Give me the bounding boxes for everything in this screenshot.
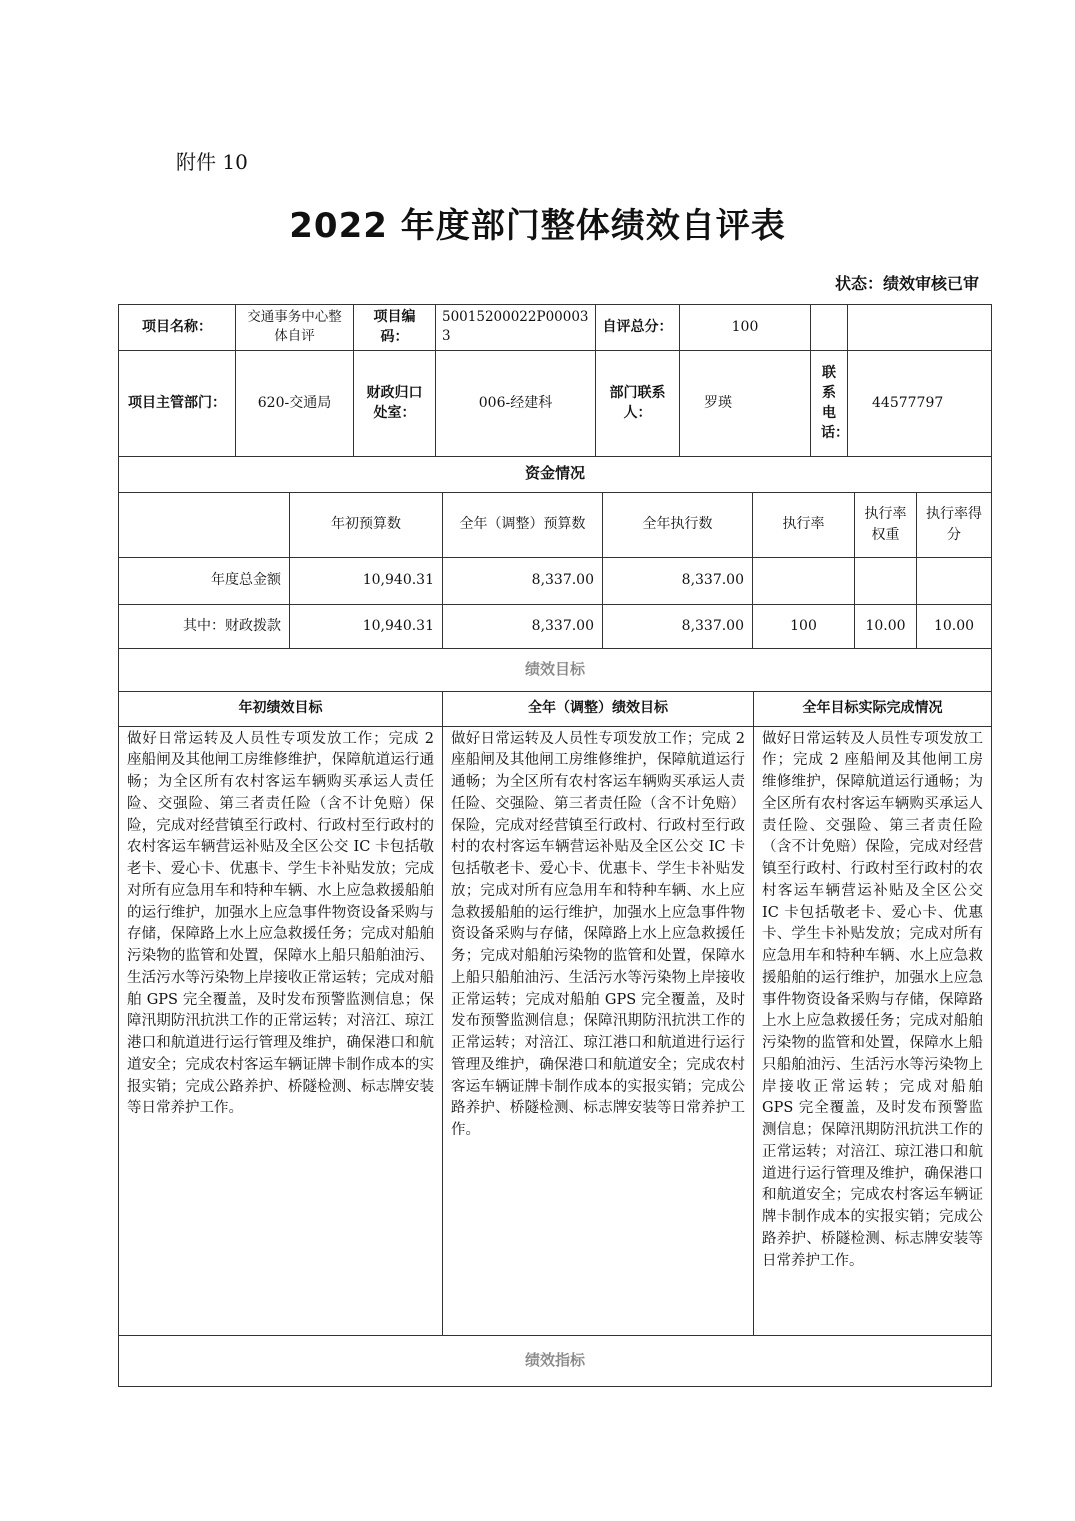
initial-goal-text: 做好日常运转及人员性专项发放工作；完成 2 座船闸及其他闸工房维修维护，保障航道运行通畅；为全区所有农村客运车辆购买承运人责任险、交强险、第三者责任险（含不计免赔）保险，完成对经营镇至行政村、行政村至行政村的农村客运车辆营运补贴及全区公交 IC 卡包括敬老卡、爱心卡、优惠卡、学生卡补贴发放；完成对所有应急用车和特种车辆、水上应急救援船舶的运行维护，加强水上应急事件物资设备采购与存储，保障路上水上应急救援任务；完成对船舶污染物的监管和处置，保障水上船只船舶油污、生活污水等污染物上岸接收正常运转；完成对船舶 GPS 完全覆盖，及时发布预警监测信息；保障汛期防汛抗洪工作的正常运转；对涪江、琼江港口和航道进行运行管理及维护，确保港口和航道安全；完成农村客运车辆证牌卡制作成本的实报实销；完成公路养护、桥隧检测、标志牌安装等日常养护工作。 (119, 726, 443, 1335)
cell-weight (855, 557, 917, 604)
dept-label: 项目主管部门： (119, 350, 236, 456)
info-table (118, 304, 992, 457)
cell-score (917, 557, 992, 604)
row-label: 年度总金额 (119, 557, 290, 604)
goals-section-title: 绩效目标 (119, 648, 992, 691)
project-code: 50015200022P000033 (436, 305, 596, 351)
empty-cell (848, 305, 992, 351)
attachment-label: 附件 10 (176, 150, 248, 174)
header-score: 执行率得分 (917, 492, 992, 557)
cell-weight: 10.00 (855, 604, 917, 648)
dept-value: 620-交通局 (236, 350, 354, 456)
header-adjusted-goal: 全年（调整）绩效目标 (443, 691, 754, 726)
funds-section-title: 资金情况 (119, 456, 992, 492)
header-budget: 年初预算数 (290, 492, 443, 557)
goals-table (118, 691, 992, 1387)
header-initial-goal: 年初绩效目标 (119, 691, 443, 726)
cell-score: 10.00 (917, 604, 992, 648)
cell-rate (753, 557, 855, 604)
cell-adjusted: 8,337.00 (443, 604, 603, 648)
score-label: 自评总分： (596, 305, 680, 351)
table-row (119, 557, 992, 604)
row-label: 其中：财政拨款 (119, 604, 290, 648)
cell-budget: 10,940.31 (290, 557, 443, 604)
indicators-section-title: 绩效指标 (119, 1335, 992, 1386)
contact-value: 罗瑛 (680, 350, 811, 456)
header-weight: 执行率权重 (855, 492, 917, 557)
phone-label: 联系电话： (811, 350, 848, 456)
header-rate: 执行率 (753, 492, 855, 557)
cell-adjusted: 8,337.00 (443, 557, 603, 604)
cell-executed: 8,337.00 (603, 557, 753, 604)
actual-completion-text: 做好日常运转及人员性专项发放工作；完成 2 座船闸及其他闸工房维修维护，保障航道运行通畅；为全区所有农村客运车辆购买承运人责任险、交强险、第三者责任险（含不计免赔）保险，完成对经营镇至行政村、行政村至行政村的农村客运车辆营运补贴及全区公交 IC 卡包括敬老卡、爱心卡、优惠卡、学生卡补贴发放；完成对所有应急用车和特种车辆、水上应急救援船舶的运行维护，加强水上应急事件物资设备采购与存储，保障路上水上应急救援任务；完成对船舶污染物的监管和处置，保障水上船只船舶油污、生活污水等污染物上岸接收正常运转；完成对船舶 GPS 完全覆盖，及时发布预警监测信息；保障汛期防汛抗洪工作的正常运转；对涪江、琼江港口和航道进行运行管理及维护，确保港口和航道安全；完成农村客运车辆证牌卡制作成本的实报实销；完成公路养护、桥隧检测、标志牌安装等日常养护工作。 (754, 726, 992, 1335)
evaluation-form (118, 304, 991, 1387)
funds-table (118, 456, 992, 692)
empty-cell (811, 305, 848, 351)
header-executed: 全年执行数 (603, 492, 753, 557)
project-name-label: 项目名称： (119, 305, 236, 351)
phone-value: 44577797 (848, 350, 992, 456)
score-value: 100 (680, 305, 811, 351)
cell-executed: 8,337.00 (603, 604, 753, 648)
finance-value: 006-经建科 (436, 350, 596, 456)
finance-label: 财政归口处室： (354, 350, 436, 456)
header-actual-completion: 全年目标实际完成情况 (754, 691, 992, 726)
header-adjusted: 全年（调整）预算数 (443, 492, 603, 557)
project-code-label: 项目编码： (354, 305, 436, 351)
status-text: 状态：绩效审核已审 (834, 274, 979, 293)
cell-rate: 100 (753, 604, 855, 648)
table-row (119, 604, 992, 648)
page-title: 2022 年度部门整体绩效自评表 (289, 206, 786, 246)
project-name: 交通事务中心整体自评 (236, 305, 354, 351)
empty-header-cell (119, 492, 290, 557)
adjusted-goal-text: 做好日常运转及人员性专项发放工作；完成 2 座船闸及其他闸工房维修维护，保障航道运行通畅；为全区所有农村客运车辆购买承运人责任险、交强险、第三者责任险（含不计免赔）保险，完成对经营镇至行政村、行政村至行政村的农村客运车辆营运补贴及全区公交 IC 卡包括敬老卡、爱心卡、优惠卡、学生卡补贴发放；完成对所有应急用车和特种车辆、水上应急救援船舶的运行维护，加强水上应急事件物资设备采购与存储，保障路上水上应急救援任务；完成对船舶污染物的监管和处置，保障水上船只船舶油污、生活污水等污染物上岸接收正常运转；完成对船舶 GPS 完全覆盖，及时发布预警监测信息；保障汛期防汛抗洪工作的正常运转；对涪江、琼江港口和航道进行运行管理及维护，确保港口和航道安全；完成农村客运车辆证牌卡制作成本的实报实销；完成公路养护、桥隧检测、标志牌安装等日常养护工作。 (443, 726, 754, 1335)
cell-budget: 10,940.31 (290, 604, 443, 648)
contact-label: 部门联系人： (596, 350, 680, 456)
